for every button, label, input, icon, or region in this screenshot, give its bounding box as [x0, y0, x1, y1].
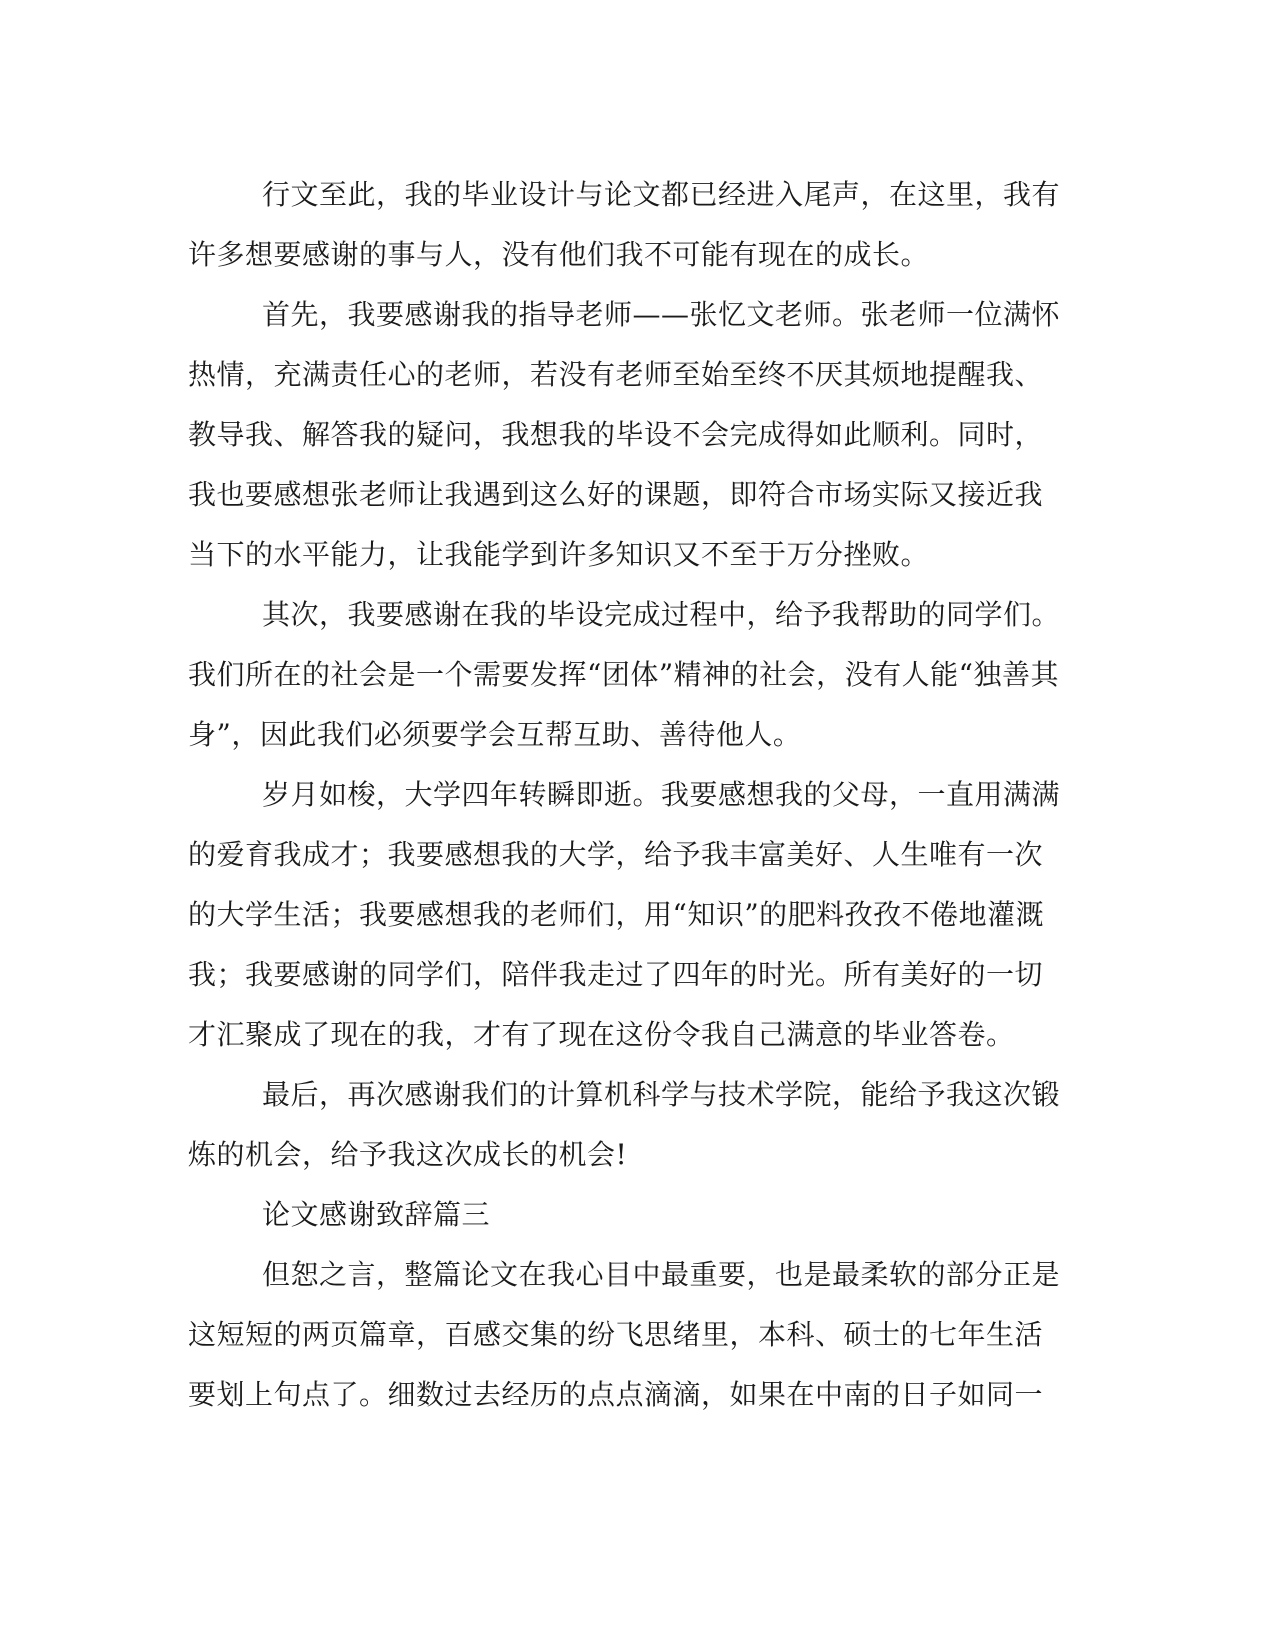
text-line: 首先，我要感谢我的指导老师——张忆文老师。张老师一位满怀: [262, 298, 1061, 331]
text-line: 许多想要感谢的事与人，没有他们我不可能有现在的成长。: [188, 238, 930, 271]
text-line: 炼的机会，给予我这次成长的机会!: [188, 1138, 628, 1171]
paragraph-classmates: [188, 585, 1083, 765]
text-line: 我也要感想张老师让我遇到这么好的课题，即符合市场实际又接近我: [188, 478, 1044, 511]
text-line: 要划上句点了。细数过去经历的点点滴滴，如果在中南的日子如同一: [188, 1378, 1044, 1411]
text-line: 我们所在的社会是一个需要发挥“团体”精神的社会，没有人能“独善其: [188, 658, 1059, 691]
text-line: 身”，因此我们必须要学会互帮互助、善待他人。: [188, 718, 802, 751]
text-line: 岁月如梭，大学四年转瞬即逝。我要感想我的父母，一直用满满: [262, 778, 1061, 811]
text-line: 其次，我要感谢在我的毕设完成过程中，给予我帮助的同学们。: [262, 598, 1061, 631]
text-line: 热情，充满责任心的老师，若没有老师至始至终不厌其烦地提醒我、: [188, 358, 1044, 391]
paragraph-college: [188, 1065, 1083, 1185]
paragraph-reflection: [188, 1245, 1083, 1425]
text-line: 当下的水平能力，让我能学到许多知识又不至于万分挫败。: [188, 538, 930, 571]
text-line: 我；我要感谢的同学们，陪伴我走过了四年的时光。所有美好的一切: [188, 958, 1044, 991]
text-line: 教导我、解答我的疑问，我想我的毕设不会完成得如此顺利。同时，: [188, 418, 1044, 451]
paragraph-advisor: [188, 285, 1083, 585]
paragraph-family-university: [188, 765, 1083, 1065]
text-line: 的爱育我成才；我要感想我的大学，给予我丰富美好、人生唯有一次: [188, 838, 1044, 871]
text-line: 才汇聚成了现在的我，才有了现在这份令我自己满意的毕业答卷。: [188, 1018, 1015, 1051]
text-line: 但恕之言，整篇论文在我心目中最重要，也是最柔软的部分正是: [262, 1258, 1061, 1291]
section-title: 论文感谢致辞篇三: [262, 1198, 491, 1231]
text-line: 最后，再次感谢我们的计算机科学与技术学院，能给予我这次锻: [262, 1078, 1061, 1111]
text-line: 行文至此，我的毕业设计与论文都已经进入尾声，在这里，我有: [262, 178, 1061, 211]
paragraph-intro: [188, 165, 1083, 285]
text-line: 的大学生活；我要感想我的老师们，用“知识”的肥料孜孜不倦地灌溉: [188, 898, 1045, 931]
document-body: [188, 165, 1083, 1425]
section-heading: [188, 1185, 1083, 1245]
text-line: 这短短的两页篇章，百感交集的纷飞思绪里，本科、硕士的七年生活: [188, 1318, 1044, 1351]
